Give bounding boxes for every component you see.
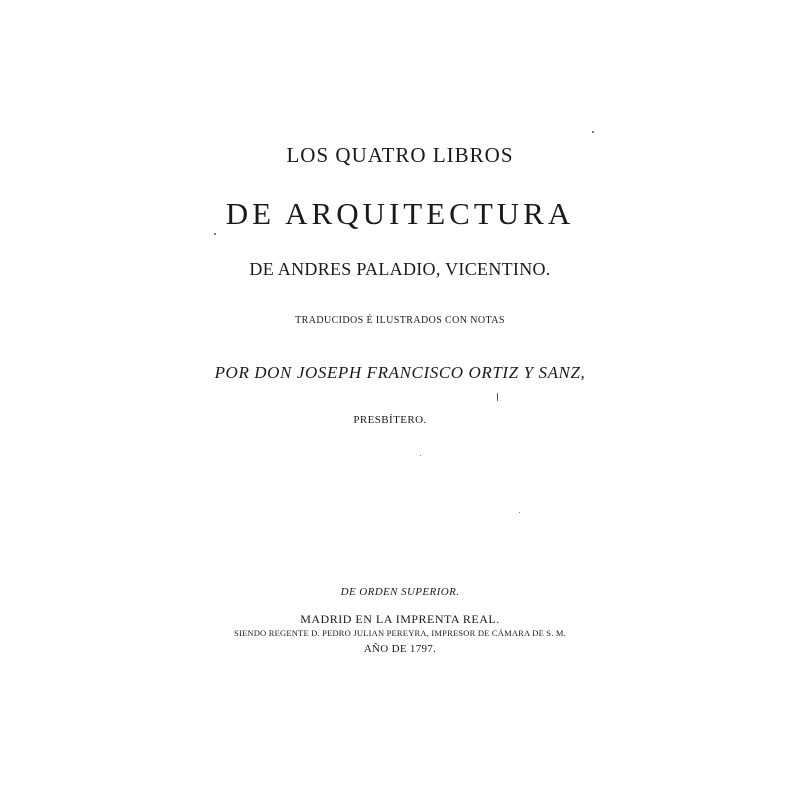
- place-line: MADRID EN LA IMPRENTA REAL.: [300, 612, 500, 626]
- year-line: AÑO DE 1797.: [363, 643, 437, 655]
- print-speck: [592, 131, 594, 133]
- author-line: DE ANDRES PALADIO, VICENTINO.: [249, 259, 551, 279]
- order-line: DE ORDEN SUPERIOR.: [340, 586, 460, 598]
- translator-line: POR DON JOSEPH FRANCISCO ORTIZ Y SANZ,: [214, 363, 586, 382]
- print-speck: [519, 512, 520, 513]
- print-speck: [214, 233, 216, 235]
- print-speck: [420, 455, 421, 456]
- regent-line: SIENDO REGENTE D. PEDRO JULIAN PEREYRA, IMPRESOR DE CÁMARA DE S. M.: [234, 628, 566, 638]
- title-line-2: DE ARQUITECTURA: [225, 196, 575, 231]
- translation-line: TRADUCIDOS É ILUSTRADOS CON NOTAS: [295, 315, 505, 326]
- title-line-1: LOS QUATRO LIBROS: [286, 143, 514, 167]
- presbitero-line: PRESBÍTERO.: [353, 414, 427, 426]
- print-speck: [497, 393, 498, 401]
